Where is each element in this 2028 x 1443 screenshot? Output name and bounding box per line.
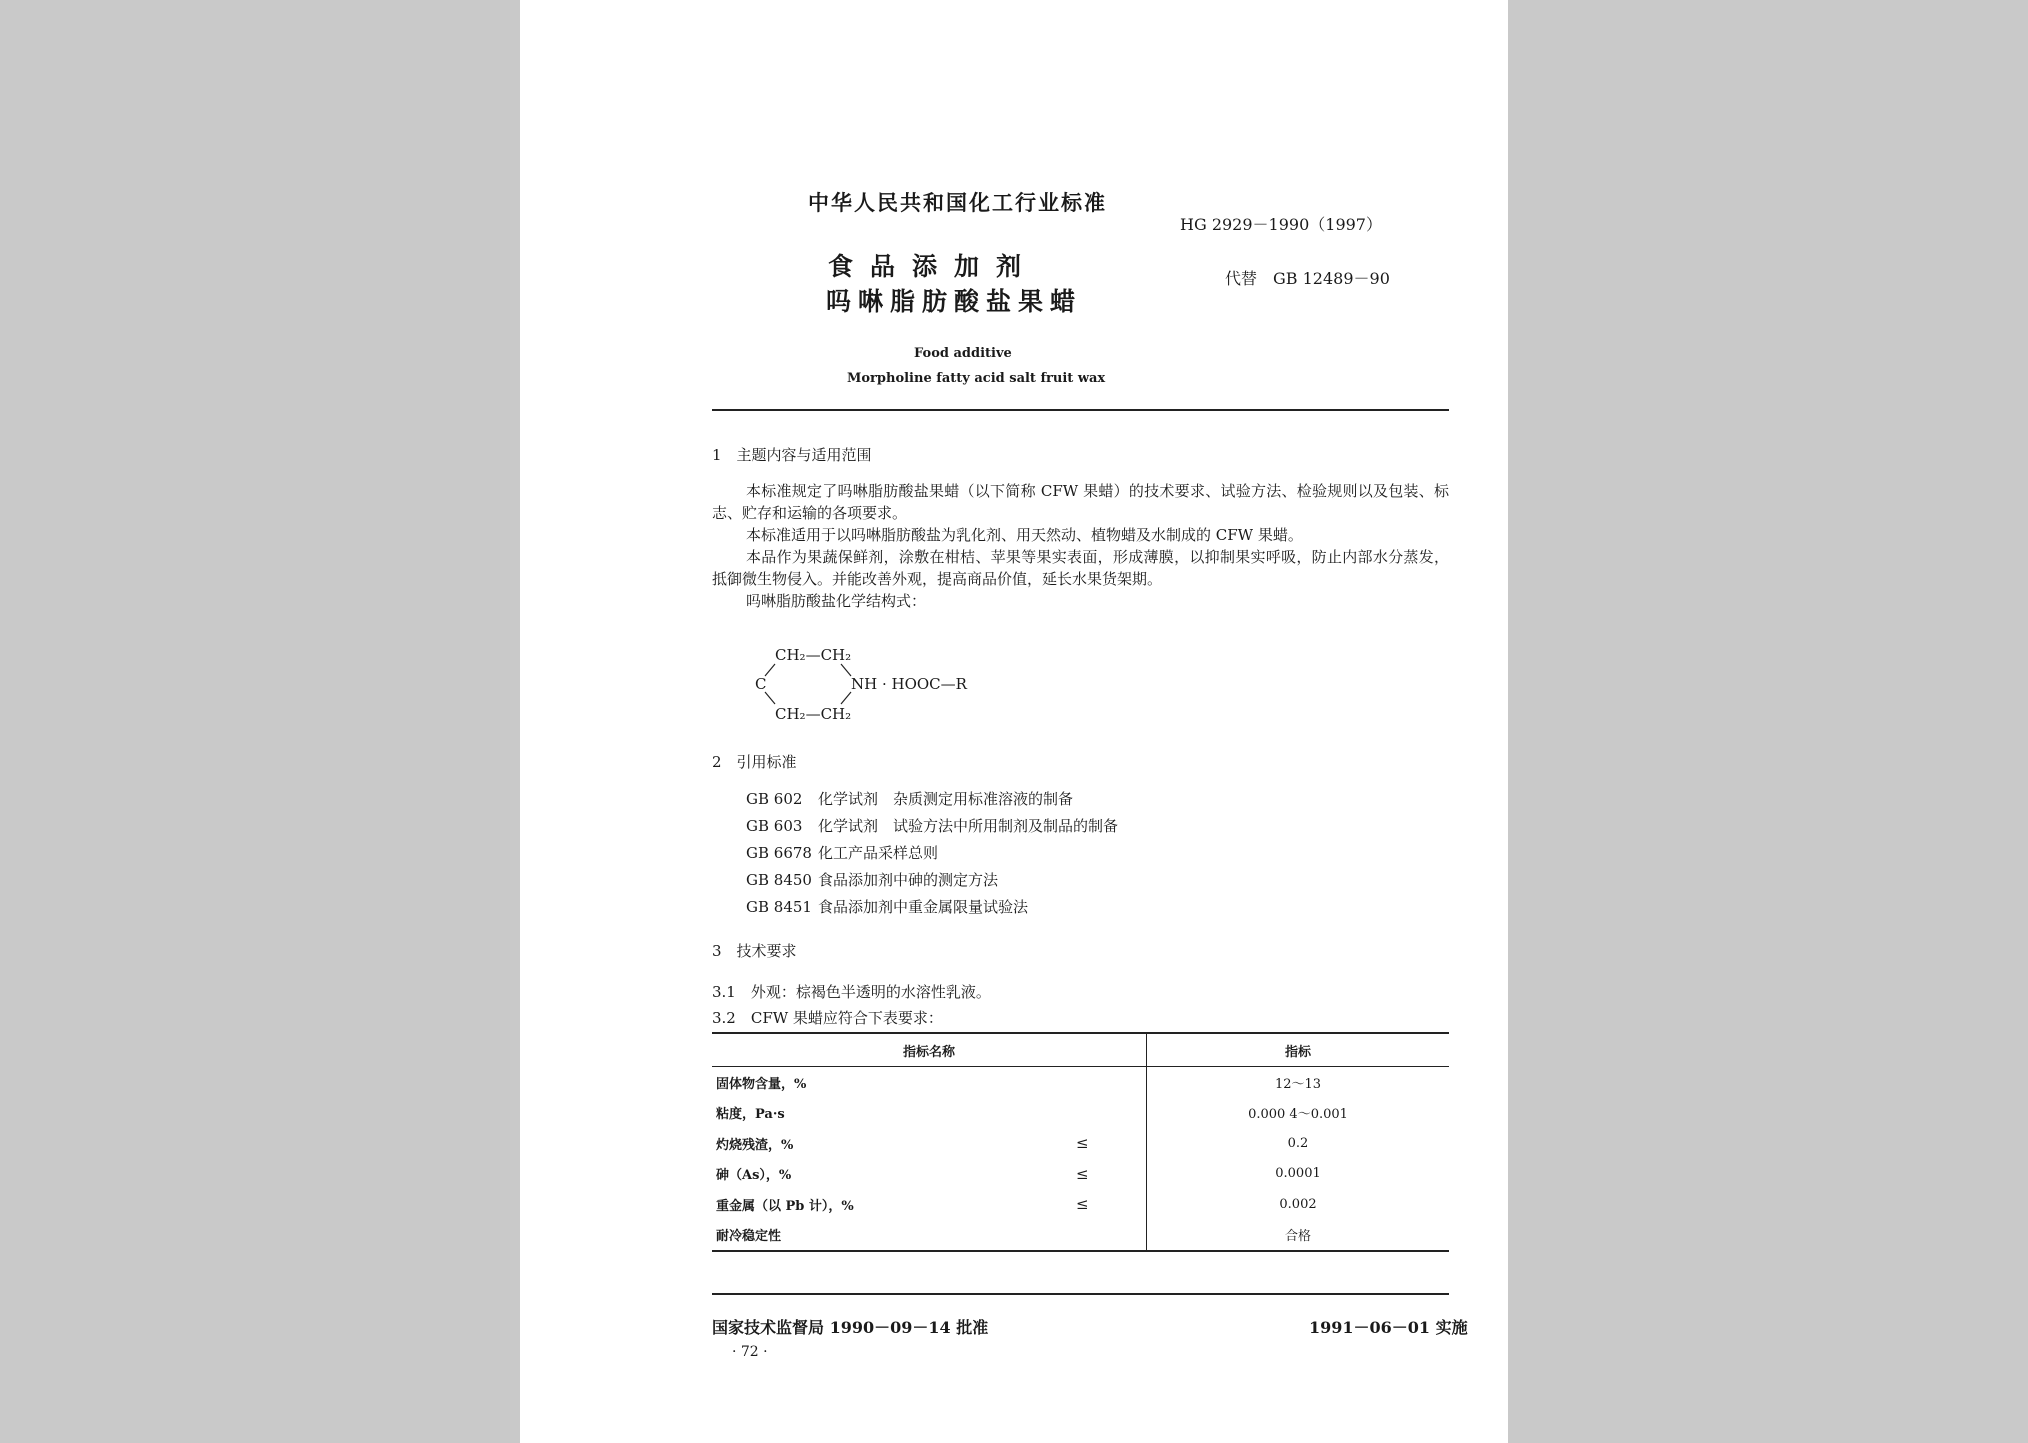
reference-title: 食品添加剂中砷的测定方法 [818, 871, 999, 889]
table-row [712, 1189, 1449, 1220]
reference-list [746, 788, 1118, 923]
reference-code: GB 602 [746, 790, 803, 808]
paragraph: 本标准规定了吗啉脂肪酸盐果蜡（以下简称 CFW 果蜡）的技术要求、试验方法、检验规则以及包装、标志、贮存和运输的各项要求。 [712, 482, 1449, 522]
english-title-line-1: Food additive [914, 346, 1012, 361]
reference-code: GB 8451 [746, 898, 812, 916]
row-comparator: ≤ [1076, 1195, 1089, 1213]
row-name: 粘度，Pa·s [716, 1107, 785, 1123]
formula-left: C [755, 675, 767, 693]
page-number: · 72 · [732, 1344, 768, 1360]
footer-divider [712, 1293, 1449, 1295]
approval-date: 国家技术监督局 1990－09－14 批准 [712, 1318, 989, 1337]
column-header-value: 指标 [1147, 1033, 1450, 1067]
reference-item [746, 815, 1118, 842]
section-1-heading: 1 主题内容与适用范围 [712, 446, 872, 464]
replaces-standard: 代替 GB 12489－90 [1225, 269, 1390, 288]
formula-bottom: CH₂—CH₂ [775, 705, 852, 723]
section-1-body [712, 480, 1449, 612]
table-row [712, 1128, 1449, 1159]
paragraph: 吗啉脂肪酸盐化学结构式： [746, 592, 927, 610]
row-value: 0.0001 [1275, 1166, 1321, 1182]
chemical-structure-formula [755, 646, 975, 726]
table-row [712, 1098, 1449, 1129]
reference-title: 食品添加剂中重金属限量试验法 [818, 898, 1029, 916]
row-value: 合格 [1284, 1229, 1311, 1245]
reference-title: 化学试剂 杂质测定用标准溶液的制备 [818, 790, 1074, 808]
clause-3-1: 3.1 外观：棕褐色半透明的水溶性乳液。 [712, 983, 991, 1001]
row-comparator: ≤ [1076, 1134, 1089, 1152]
row-name: 砷（As），% [716, 1168, 792, 1184]
paragraph: 本品作为果蔬保鲜剂，涂敷在柑桔、苹果等果实表面，形成薄膜，以抑制果实呼吸，防止内部水分蒸发，抵御微生物侵入。并能改善外观，提高商品价值，延长水果货架期。 [712, 548, 1449, 588]
reference-code: GB 603 [746, 817, 803, 835]
row-comparator: ≤ [1076, 1164, 1089, 1183]
reference-item [746, 869, 1118, 896]
row-value: 0.2 [1287, 1135, 1309, 1151]
reference-title: 化工产品采样总则 [818, 844, 939, 862]
column-header-name: 指标名称 [712, 1033, 1147, 1067]
requirements-table [712, 1032, 1449, 1252]
row-value: 0.002 [1279, 1196, 1317, 1212]
row-name: 灼烧残渣，% [716, 1137, 794, 1153]
table-row [712, 1067, 1449, 1098]
reference-title: 化学试剂 试验方法中所用制剂及制品的制备 [818, 817, 1119, 835]
row-name: 耐冷稳定性 [716, 1229, 782, 1245]
reference-item [746, 788, 1118, 815]
row-name: 重金属（以 Pb 计），% [716, 1198, 854, 1214]
reference-item [746, 842, 1118, 869]
title-line-2: 吗啉脂肪酸盐果蜡 [826, 287, 1083, 316]
paragraph: 本标准适用于以吗啉脂肪酸盐为乳化剂、用天然动、植物蜡及水制成的 CFW 果蜡。 [746, 526, 1303, 544]
reference-item [746, 896, 1118, 923]
title-line-1: 食品添加剂 [828, 252, 1039, 281]
row-value: 12～13 [1274, 1076, 1322, 1092]
standard-code: HG 2929－1990（1997） [1180, 215, 1382, 234]
table-header-row [712, 1033, 1449, 1067]
table-row [712, 1159, 1449, 1190]
reference-code: GB 6678 [746, 844, 812, 862]
document-page [520, 0, 1508, 1443]
table-row [712, 1220, 1449, 1252]
row-name: 固体物含量，% [716, 1076, 807, 1092]
section-2-heading: 2 引用标准 [712, 753, 797, 771]
effective-date: 1991－06－01 实施 [1309, 1318, 1468, 1337]
reference-code: GB 8450 [746, 871, 812, 889]
english-title-line-2: Morpholine fatty acid salt fruit wax [847, 371, 1106, 386]
header-divider [712, 409, 1449, 411]
row-value: 0.000 4～0.001 [1248, 1107, 1348, 1123]
formula-top: CH₂—CH₂ [775, 646, 852, 664]
clause-3-2: 3.2 CFW 果蜡应符合下表要求： [712, 1009, 943, 1027]
section-3-heading: 3 技术要求 [712, 942, 797, 960]
issuing-organization: 中华人民共和国化工行业标准 [808, 190, 1107, 215]
formula-right: NH · HOOC—R [851, 675, 967, 693]
